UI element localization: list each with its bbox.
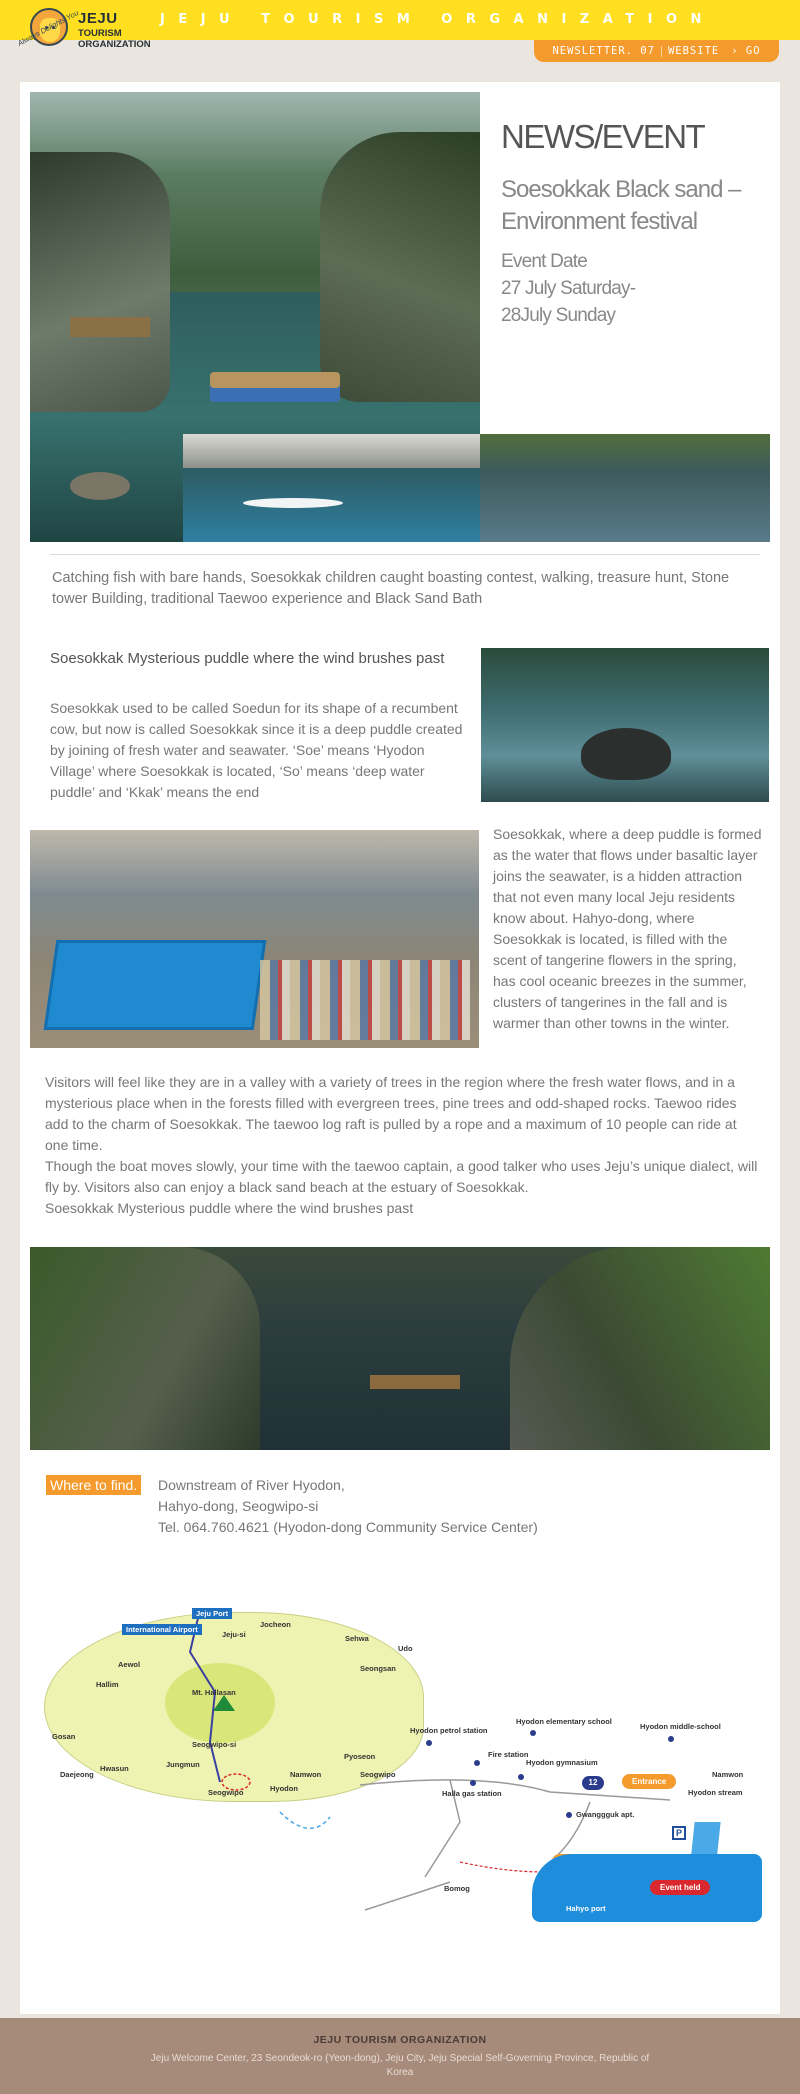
website-link[interactable]: WEBSITE: [667, 45, 720, 57]
article-paragraph-1: Soesokkak used to be called Soedun for its shape of a recumbent cow, but now is called Soesokkak since it is a deep puddle created by joining of fresh water and seawater. ‘Soe’ means ‘Hyodon Village’ where Soesokkak is located, ‘So’ means ‘deep water puddle’ and ‘Kkak’ means the end: [50, 700, 463, 800]
label-gosan: Gosan: [52, 1732, 76, 1741]
hero-photo-kayak: [183, 434, 480, 542]
logo-jeju-text: JEJU: [78, 10, 118, 27]
marker-fire-station: [474, 1760, 480, 1766]
photo-river-raft: [30, 1247, 770, 1450]
location-map: [30, 1592, 780, 1972]
logo-tourism-text: TOURISM ORGANIZATION: [78, 28, 151, 50]
label-halla-gas: Halla gas station: [442, 1789, 502, 1798]
event-date: [501, 248, 771, 329]
label-hyodon-petrol: Hyodon petrol station: [410, 1726, 488, 1735]
label-hallim: Hallim: [96, 1680, 119, 1689]
label-sehwa: Sehwa: [345, 1634, 369, 1643]
label-seogwipo-island: Seogwipo: [208, 1788, 244, 1797]
marker-petrol: [426, 1740, 432, 1746]
label-namwon-detail: Namwon: [712, 1770, 744, 1779]
label-daejeong: Daejeong: [60, 1770, 94, 1779]
label-jocheon: Jocheon: [260, 1620, 291, 1629]
newsletter-panel: [20, 82, 780, 2014]
logo-tagline: Always Delights You: [16, 8, 81, 48]
label-pyoseon: Pyoseon: [344, 1752, 376, 1761]
label-seogwipo-si: Seogwipo-si: [192, 1740, 237, 1749]
article-paragraph-2: Soesokkak, where a deep puddle is formed as the water that flows under basaltic layer joins the seawater, is a hidden attraction that not even many local Jeju residents know about. Hahyo-dong, where Soesokkak is located, is filled with the scent of tangerine flowers in the spring, has cool oceanic breezes in the summer, clusters of tangerines in the fall and is warmer than other towns in the winter.: [493, 826, 762, 1031]
parking-icon-1: P: [672, 1826, 686, 1840]
divider: [50, 554, 760, 555]
go-link[interactable]: › GO: [731, 45, 761, 57]
label-hahyo-port: Hahyo port: [566, 1904, 606, 1913]
hero-photo-crowd: [480, 434, 770, 542]
event-date-label: Event Date: [501, 251, 587, 272]
route-12-marker: 12: [582, 1776, 604, 1790]
article-paragraph-3: Visitors will feel like they are in a valley with a variety of trees in the region where the fresh water flows, and in a mysterious place when in the forests filled with evergreen trees, pine trees and odd-shaped rocks. Taewoo rides add to the charm of Soesokkak. The taewoo log raft is pulled by a rope and a maximum of 10 people can ride at one time. Though the boat moves slowly, your time with the taewoo captain, a good talker who uses Jeju’s unique dialect, will fly by. Visitors also can enjoy a black sand beach at the estuary of Soesokkak. Soesokkak Mysterious puddle where the wind brushes past: [45, 1074, 758, 1216]
event-date-end: 28July Sunday: [501, 305, 616, 326]
jeju-tourism-logo[interactable]: [14, 4, 184, 64]
marker-apt: [566, 1812, 572, 1818]
marker-middle-school: [668, 1736, 674, 1742]
where-to-find-badge: Where to find.: [46, 1475, 141, 1495]
photo-puddle: [481, 648, 769, 802]
label-hyodon-elementary: Hyodon elementary school: [516, 1717, 612, 1726]
newsletter-issue: NEWSLETTER. 07: [552, 45, 655, 57]
header-org-name: JEJU TOURISM ORGANIZATION: [160, 12, 715, 27]
article-subheading: Soesokkak Mysterious puddle where the wind brushes past: [50, 650, 445, 667]
marker-elementary: [530, 1730, 536, 1736]
label-hyodon-gymnasium: Hyodon gymnasium: [526, 1758, 598, 1767]
label-hyodon-stream: Hyodon stream: [688, 1788, 743, 1797]
label-bomog: Bomog: [444, 1884, 470, 1893]
label-aewol: Aewol: [118, 1660, 141, 1669]
label-namwon-island: Namwon: [290, 1770, 322, 1779]
label-udo: Udo: [398, 1644, 413, 1653]
event-intro: Catching fish with bare hands, Soesokkak children caught boasting contest, walking, treasure hunt, Stone tower Building, traditional Taewoo experience and Black Sand Bath: [52, 570, 730, 607]
location-address: Downstream of River Hyodon, Hahyo-dong, Seogwipo-si Tel. 064.760.4621 (Hyodon-dong Community Service Center): [158, 1477, 538, 1535]
label-seogwipo-detail: Seogwipo: [360, 1770, 396, 1779]
label-fire-station: Fire station: [488, 1750, 529, 1759]
label-jungmun: Jungmun: [166, 1760, 200, 1769]
label-hyodon-island: Hyodon: [270, 1784, 298, 1793]
marker-gas-station: [470, 1780, 476, 1786]
footer-address: Jeju Welcome Center, 23 Seondeok-ro (Yeon-dong), Jeju City, Jeju Special Self-Governing Province, Republic of Korea: [150, 2053, 650, 2078]
header-nav: [534, 40, 779, 62]
label-jeju-port: Jeju Port: [192, 1608, 232, 1619]
label-international-airport: International Airport: [122, 1624, 202, 1635]
event-title: Soesokkak Black sand – Environment festival: [501, 176, 741, 235]
footer: [0, 2018, 800, 2094]
event-date-start: 27 July Saturday-: [501, 278, 636, 299]
label-seongsan: Seongsan: [360, 1664, 396, 1673]
label-event-held: Event held: [650, 1880, 710, 1895]
label-hyodon-middle: Hyodon middle-school: [640, 1722, 721, 1731]
label-jeju-si: Jeju-si: [222, 1630, 246, 1639]
label-hwasun: Hwasun: [100, 1764, 129, 1773]
marker-gymnasium: [518, 1774, 524, 1780]
label-gwanggguk-apt: Gwanggguk apt.: [576, 1810, 635, 1819]
photo-pool-crowd: [30, 830, 479, 1048]
footer-org-name: JEJU TOURISM ORGANIZATION: [313, 2034, 487, 2046]
label-entrance-1: Entrance: [622, 1774, 676, 1789]
section-title: NEWS/EVENT: [501, 118, 705, 155]
label-mt-hallasan: Mt. Hallasan: [192, 1688, 236, 1697]
